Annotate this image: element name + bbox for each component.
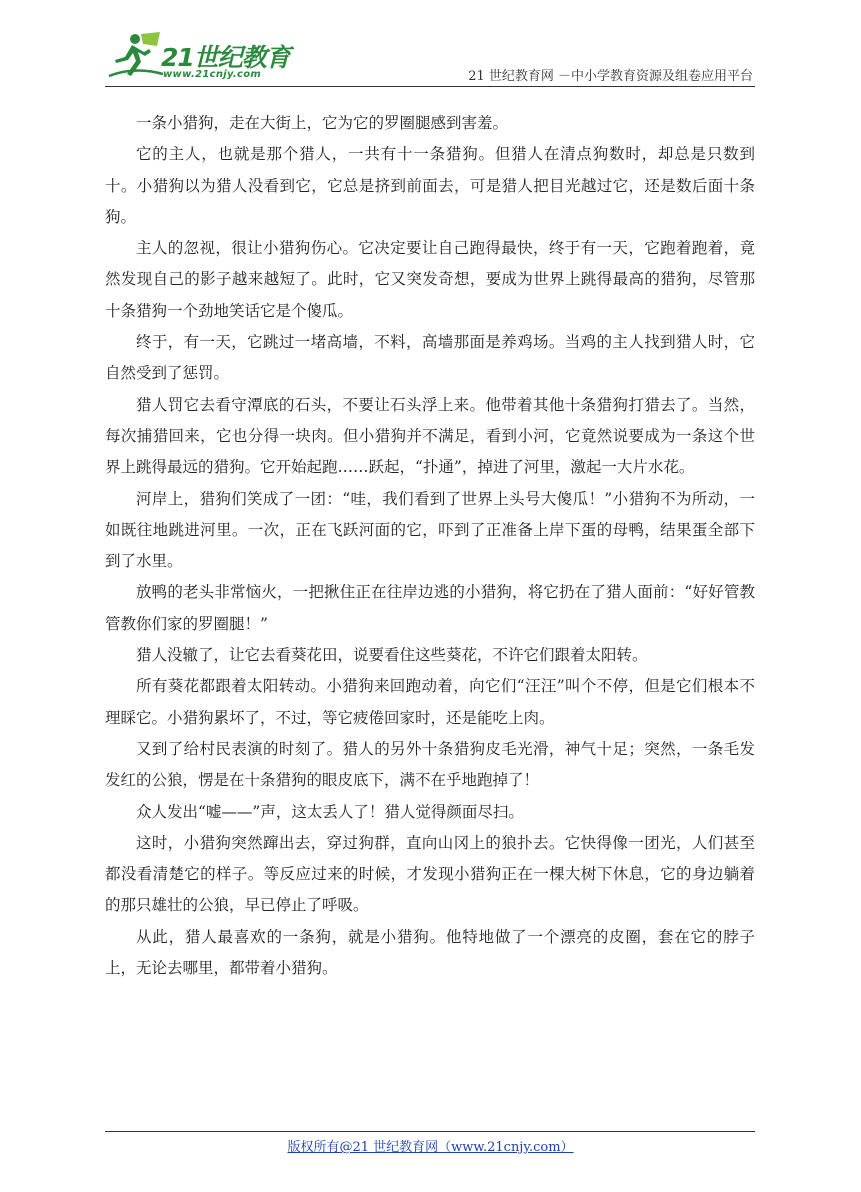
page-footer (0, 1136, 861, 1155)
paragraph: 主人的忽视，很让小猎狗伤心。它决定要让自己跑得最快，终于有一天，它跑着跑着，竟然发现自己的影子越来越短了。此时，它又突发奇想，要成为世界上跳得最高的猎狗，尽管那十条猎狗一个劲地笑话它是个傻瓜。 (105, 239, 755, 320)
paragraph: 猎人罚它去看守潭底的石头，不要让石头浮上来。他带着其他十条猎狗打猎去了。当然，每次捕猎回来，它也分得一块肉。但小猎狗并不满足，看到小河，它竟然说要成为一条这个世界上跳得最远的猎狗。它开始起跑……跃起，“扑通”，掉进了河里，激起一大片水花。 (105, 395, 755, 477)
paragraph: 所有葵花都跟着太阳转动。小猎狗来回跑动着，向它们“汪汪”叫个不停，但是它们根本不理睬它。小猎狗累坏了，不过，等它疲倦回家时，还是能吃上肉。 (105, 677, 755, 727)
paragraph: 从此，猎人最喜欢的一条狗，就是小猎狗。他特地做了一个漂亮的皮圈，套在它的脖子上，无论去哪里，都带着小猎狗。 (105, 927, 755, 978)
paragraph: 这时，小猎狗突然蹿出去，穿过狗群，直向山冈上的狼扑去。它快得像一团光，人们甚至都没看清楚它的样子。等反应过来的时候，才发现小猎狗正在一棵大树下休息，它的身边躺着的那只雄壮的公狼，早已停止了呼吸。 (105, 833, 755, 915)
article-body (105, 108, 755, 984)
paragraph: 放鸭的老头非常恼火，一把揪住正在往岸边逃的小猎狗，将它扔在了猎人面前：“好好管教管教你们家的罗圈腿！” (105, 583, 755, 633)
copyright-link[interactable]: 版权所有@21 世纪教育网（www.21cnjy.com） (287, 1140, 574, 1155)
logo-text: 21世纪教育 (161, 43, 290, 72)
site-logo[interactable] (105, 30, 305, 84)
paragraph: 又到了给村民表演的时刻了。猎人的另外十条猎狗皮毛光滑，神气十足；突然，一条毛发发红的公狼，愣是在十条猎狗的眼皮底下，满不在乎地跑掉了！ (105, 739, 755, 790)
paragraph: 终于，有一天，它跳过一堵高墙，不料，高墙那面是养鸡场。当鸡的主人找到猎人时，它自然受到了惩罚。 (105, 333, 755, 383)
paragraph: 众人发出“嘘——”声，这太丢人了！猎人觉得颜面尽扫。 (136, 802, 524, 821)
paragraph: 它的主人，也就是那个猎人，一共有十一条猎狗。但猎人在清点狗数时，却总是只数到十。小猎狗以为猎人没看到它，它总是挤到前面去，可是猎人把目光越过它，还是数后面十条狗。 (105, 145, 755, 226)
logo-url: www.21cnjy.com (163, 69, 262, 80)
paragraph: 河岸上，猎狗们笑成了一团：“哇，我们看到了世界上头号大傻瓜！”小猎狗不为所动，一如既往地跳进河里。一次，正在飞跃河面的它，吓到了正准备上岸下蛋的母鸭，结果蛋全部下到了水里。 (105, 489, 755, 571)
site-title: 21 世纪教育网 －中小学教育资源及组卷应用平台 (468, 69, 753, 84)
paragraph: 一条小猎狗，走在大街上，它为它的罗圈腿感到害羞。 (136, 114, 509, 132)
paragraph: 猎人没辙了，让它去看葵花田，说要看住这些葵花，不许它们跟着太阳转。 (136, 646, 648, 665)
runner-logo-icon (105, 30, 165, 84)
page-header (105, 30, 755, 87)
footer-divider (105, 1131, 755, 1132)
